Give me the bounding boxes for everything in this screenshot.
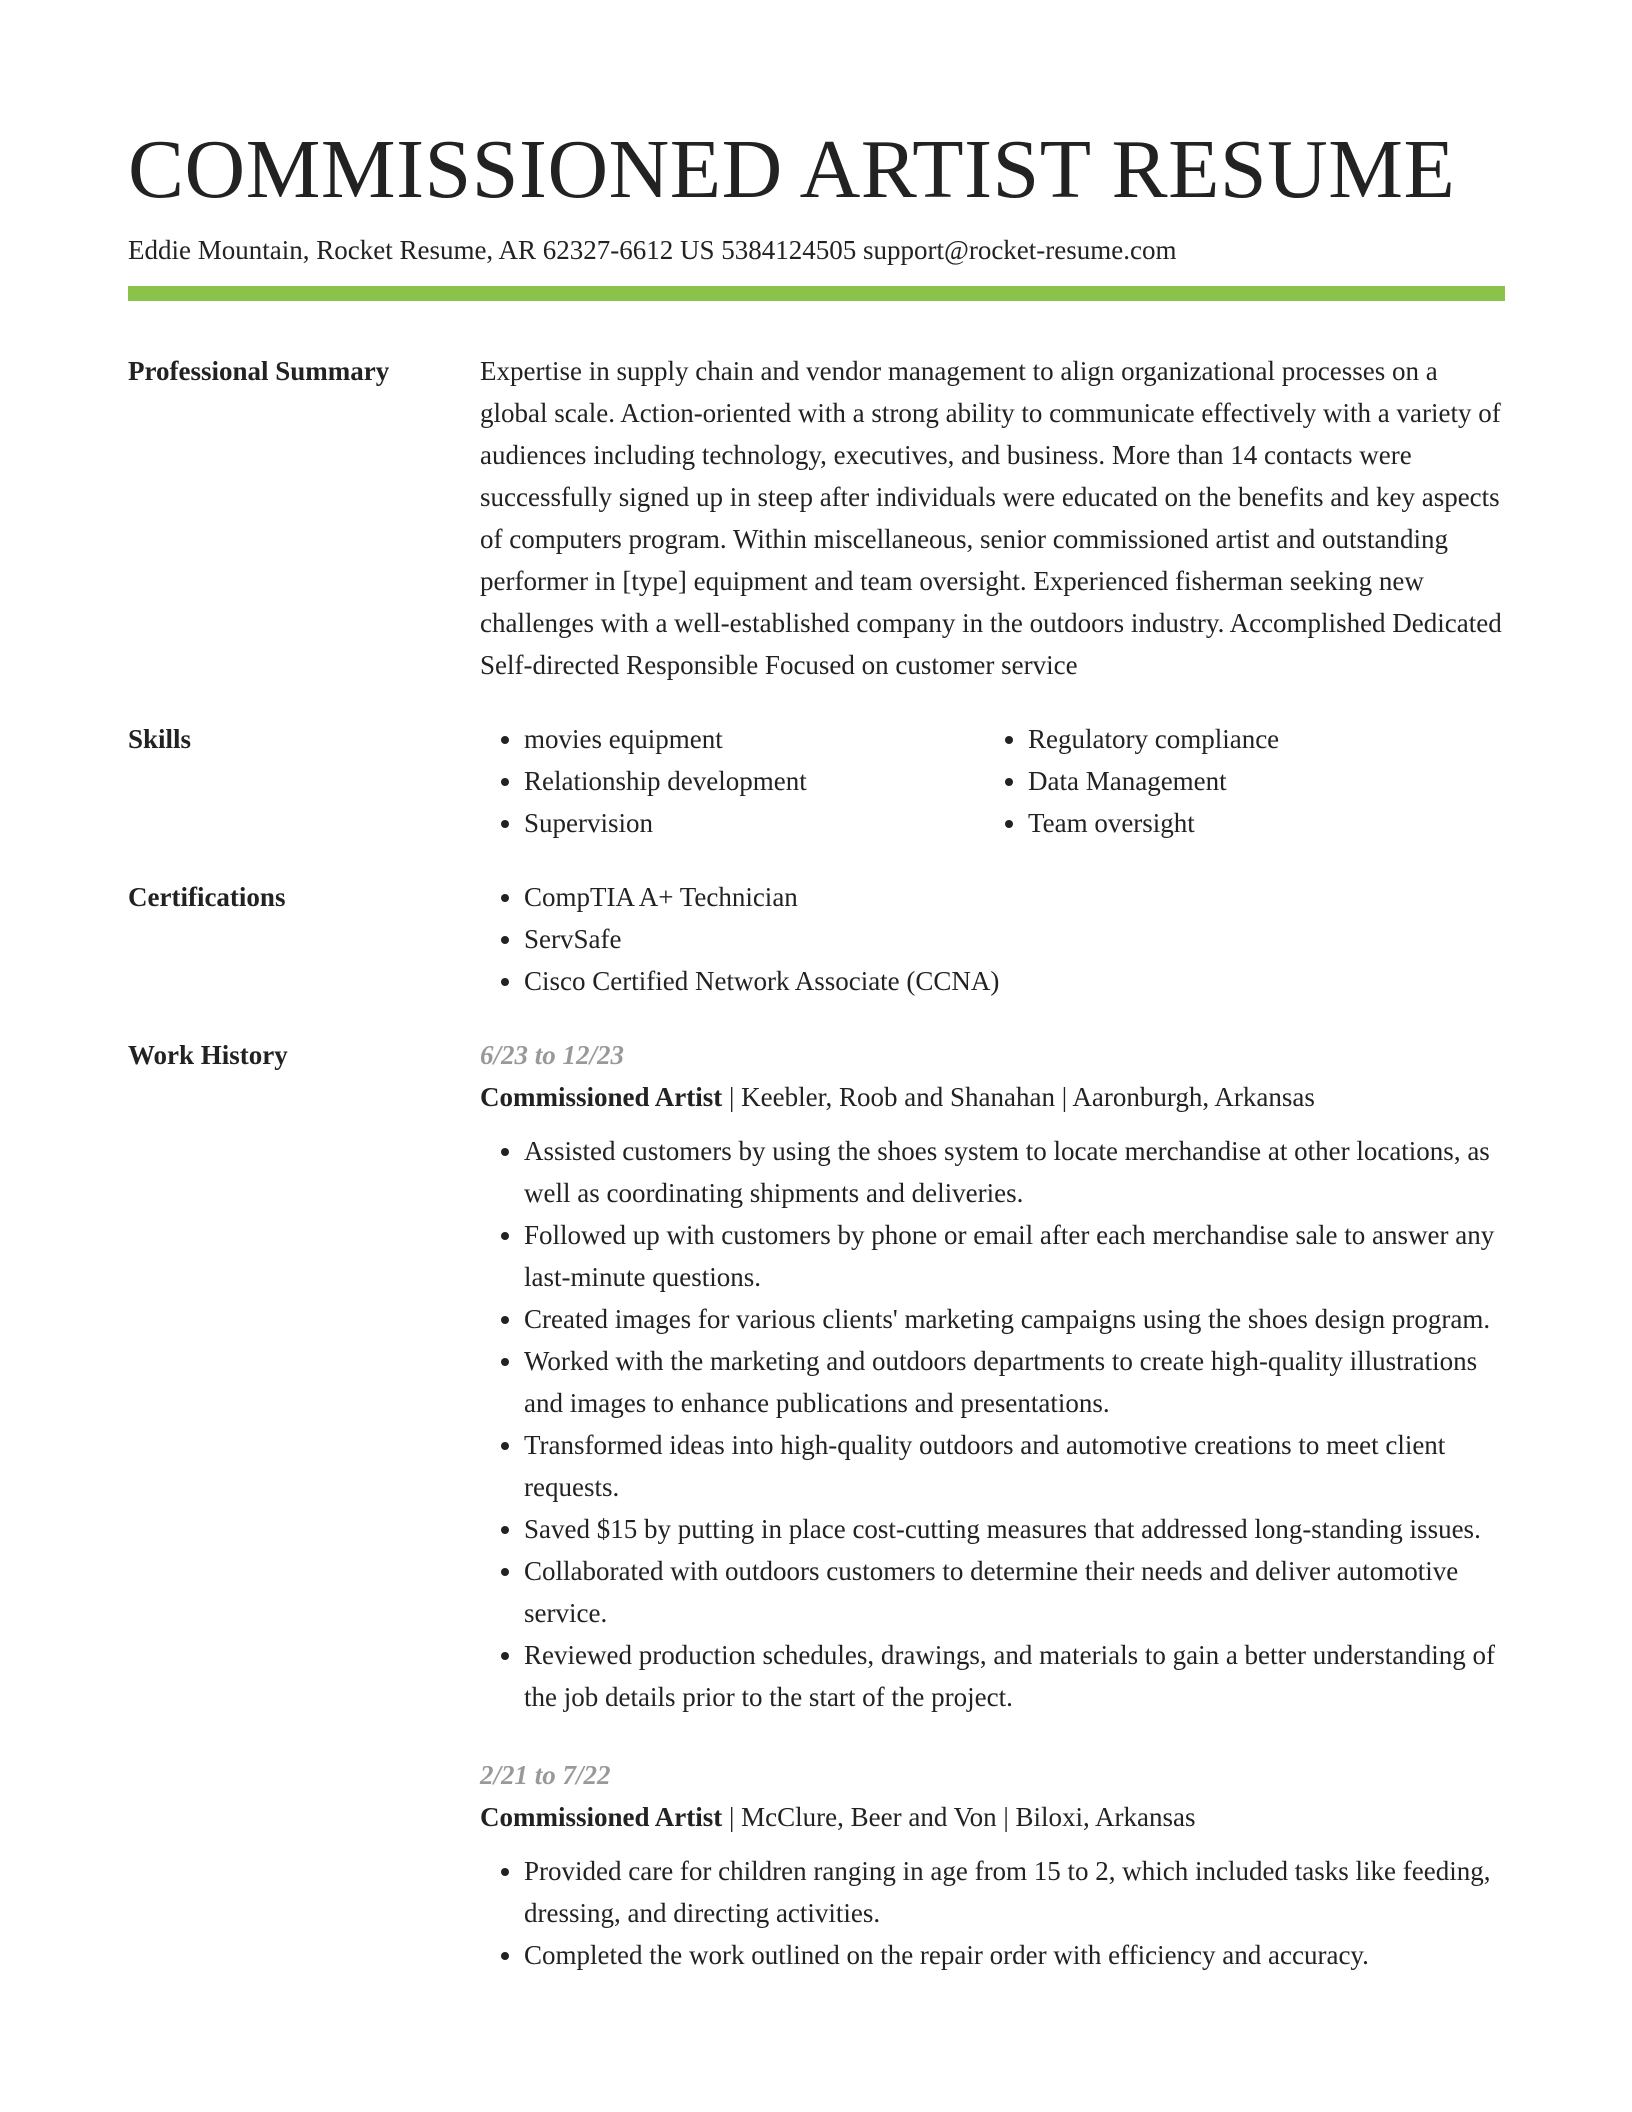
section-body [480,350,1505,686]
job-bullet: • Provided care for children ranging in age from 15 to 2, which included tasks like feeding, dressing, and directing activities. [524,1850,1505,1934]
job-entry [480,1034,1505,1718]
job-bullet: • Saved $15 by putting in place cost-cutting measures that addressed long-standing issues. [524,1508,1505,1550]
job-bullet: • Completed the work outlined on the repair order with efficiency and accuracy. [524,1934,1505,1976]
skill-item: • Regulatory compliance [1028,718,1488,760]
skills-section [128,718,1505,844]
job-dates: 2/21 to 7/22 [480,1760,611,1790]
job-bullet: • Created images for various clients' marketing campaigns using the shoes design program. [524,1298,1505,1340]
job-heading [480,1796,1505,1838]
job-bullet: • Collaborated with outdoors customers to determine their needs and deliver automotive service. [524,1550,1505,1634]
skills-list-left [480,718,984,844]
certifications-section [128,876,1505,1002]
accent-divider [128,286,1505,301]
job-dates: 6/23 to 12/23 [480,1040,625,1070]
section-label: Professional Summary [128,356,390,386]
certification-item: • Cisco Certified Network Associate (CCNA) [524,960,1505,1002]
professional-summary-section [128,350,1505,686]
skills-grid [480,718,1505,844]
skill-item: • Supervision [524,802,984,844]
section-label: Certifications [128,882,286,912]
contact-line: Eddie Mountain, Rocket Resume, AR 62327-6612 US 5384124505 support@rocket-resume.com [128,235,1177,265]
skill-item: • Data Management [1028,760,1488,802]
summary-text: Expertise in supply chain and vendor management to align organizational processes on a global scale. Action-oriented with a strong ability to communicate effectively with a variety of audiences including technology, executives, and business. More than 14 contacts were successfully signed up in steep after individuals were educated on the benefits and key aspects of computers program. Within miscellaneous, senior commissioned artist and outstanding performer in [type] equipment and team oversight. Experienced fisherman seeking new challenges with a well-established company in the outdoors industry. Accomplished Dedicated Self-directed Responsible Focused on customer service [480,356,1502,680]
resume-title: COMMISSIONED ARTIST RESUME [128,123,1456,216]
certifications-list [480,876,1505,1002]
job-bullet: • Transformed ideas into high-quality outdoors and automotive creations to meet client requests. [524,1424,1505,1508]
job-details: | Keebler, Roob and Shanahan | Aaronburgh, Arkansas [722,1082,1315,1112]
job-bullet: • Worked with the marketing and outdoors departments to create high-quality illustrations and images to enhance publications and presentations. [524,1340,1505,1424]
job-bullet: • Reviewed production schedules, drawings, and materials to gain a better understanding of the job details prior to the start of the project. [524,1634,1505,1718]
section-label: Work History [128,1040,288,1070]
skills-list-right [984,718,1488,844]
job-entry [480,1754,1505,1976]
resume-sections [128,350,1505,2044]
section-body [480,1034,1505,2012]
certification-item: • ServSafe [524,918,1505,960]
work-history-section [128,1034,1505,2012]
skill-item: • Team oversight [1028,802,1488,844]
job-bullet: • Assisted customers by using the shoes system to locate merchandise at other locations, as well as coordinating shipments and deliveries. [524,1130,1505,1214]
job-title: Commissioned Artist [480,1082,723,1112]
job-bullet: • Followed up with customers by phone or email after each merchandise sale to answer any last-minute questions. [524,1214,1505,1298]
certification-item: • CompTIA A+ Technician [524,876,1505,918]
job-bullets [480,1130,1505,1718]
job-title: Commissioned Artist [480,1802,723,1832]
skill-item: • movies equipment [524,718,984,760]
section-label: Skills [128,724,192,754]
section-body [480,876,1505,1002]
job-details: | McClure, Beer and Von | Biloxi, Arkansas [722,1802,1196,1832]
job-bullets [480,1850,1505,1976]
skill-item: • Relationship development [524,760,984,802]
job-heading [480,1076,1505,1118]
